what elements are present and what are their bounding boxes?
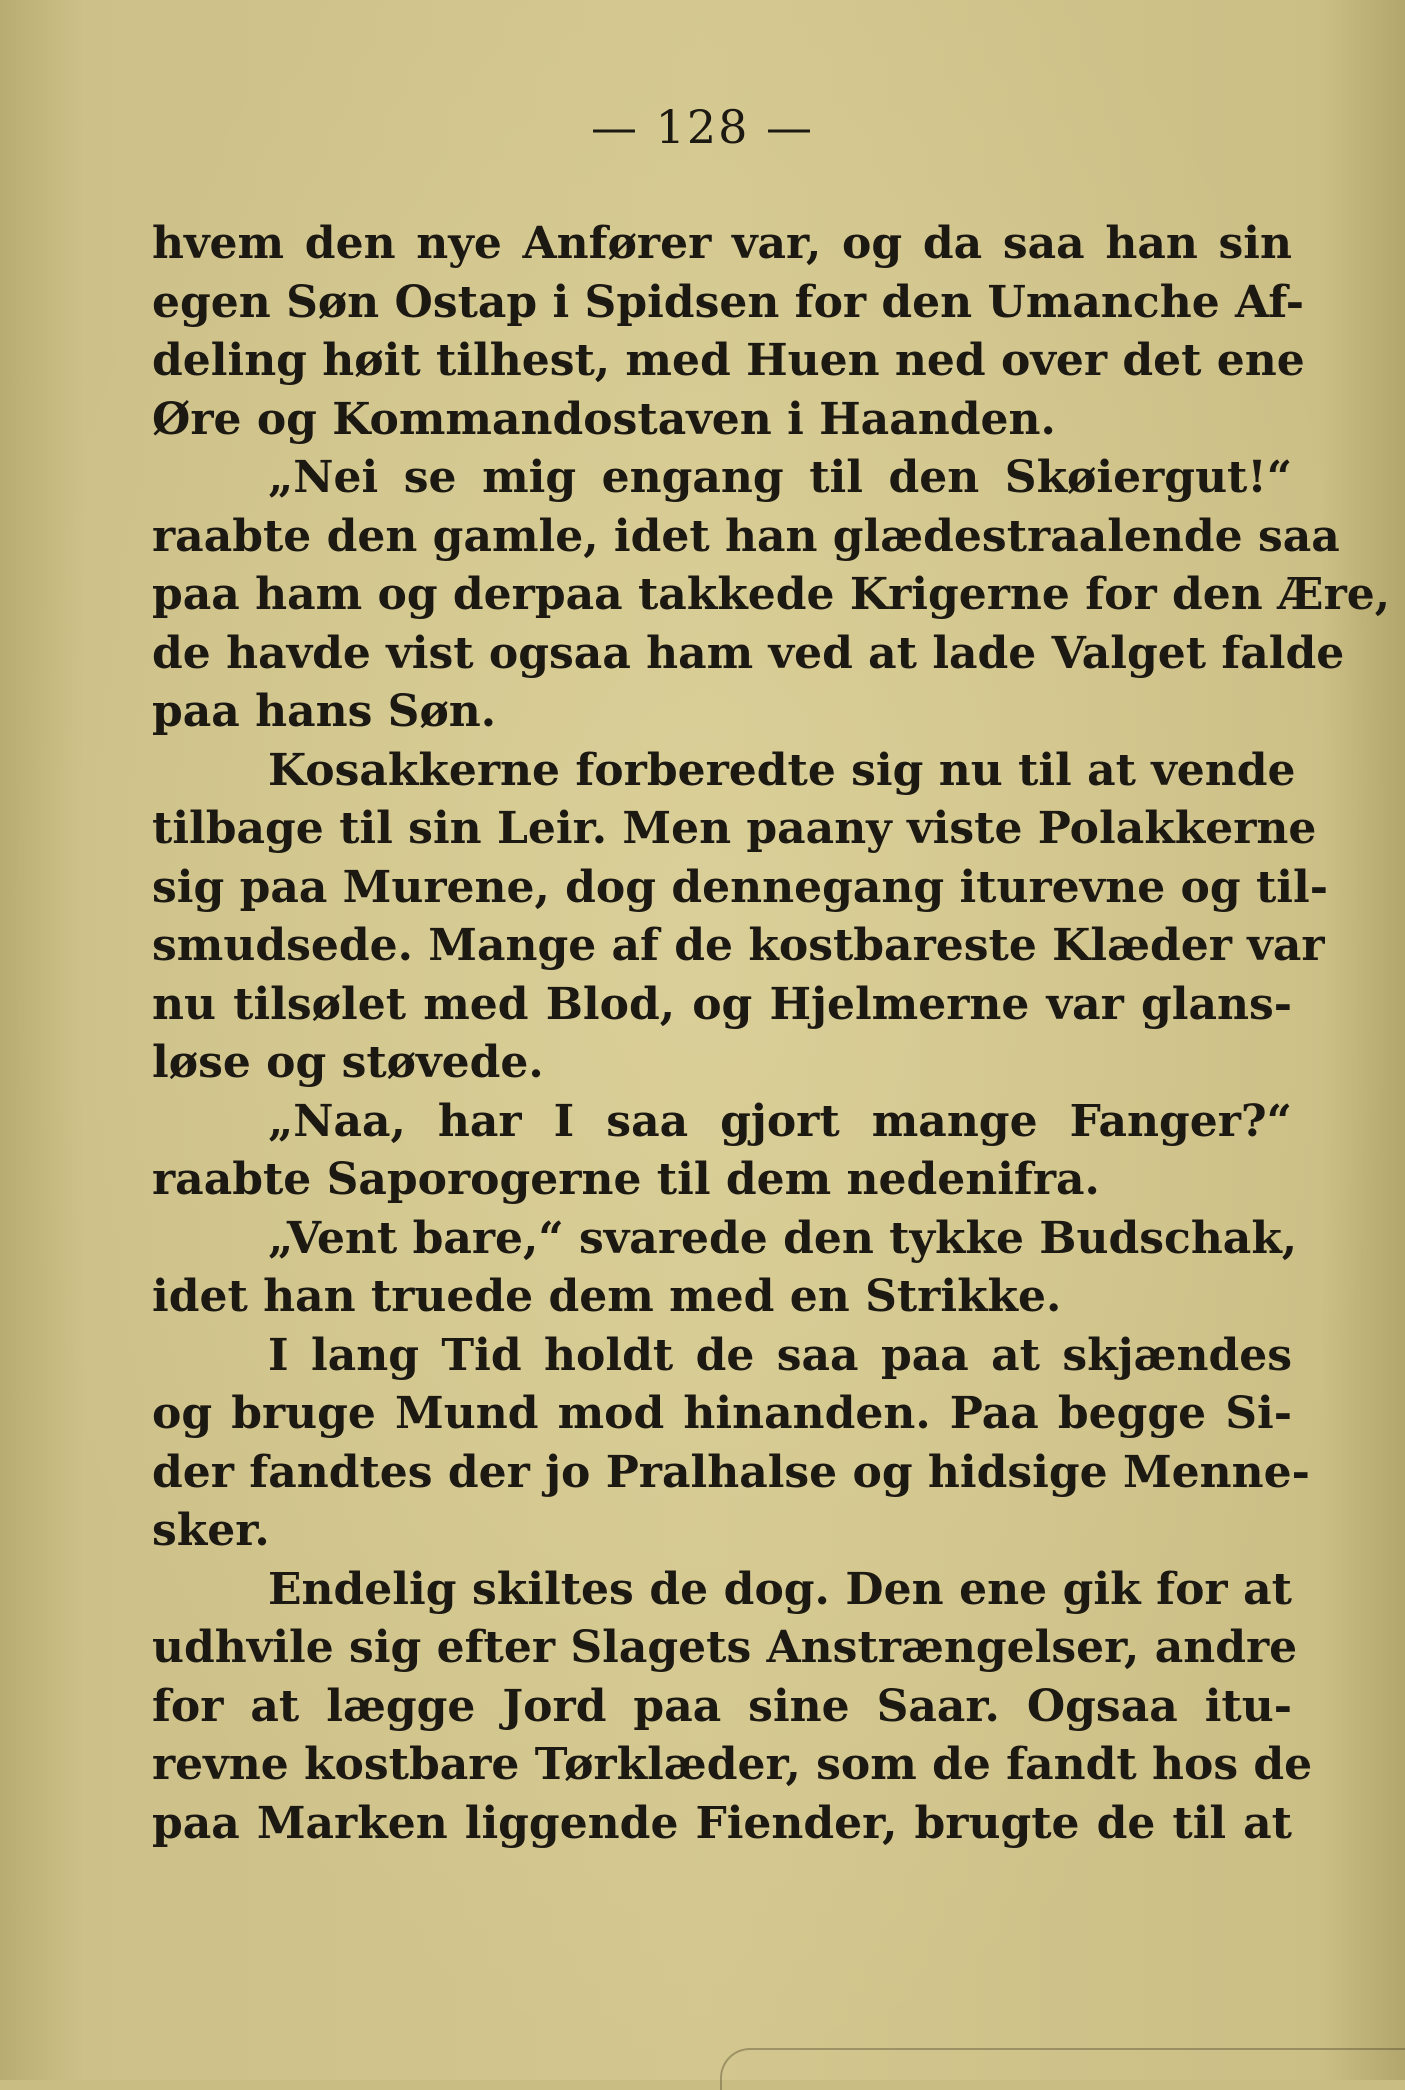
text-line: sig paa Murene, dog dennegang iturevne og til- [152,861,1328,913]
text-line: Øre og Kommandostaven i Haanden. [152,393,1056,445]
text-line: raabte den gamle, idet han glædestraalende saa [152,510,1340,562]
text-line: og bruge Mund mod hinanden. Paa begge Si- [152,1388,1292,1439]
body-text [152,215,1391,1853]
text-line: idet han truede dem med en Strikke. [152,1271,1062,1322]
text-line: for at lægge Jord paa sine Saar. Ogsaa itu- [152,1680,1292,1732]
text-line: udhvile sig efter Slagets Anstrængelser, andre [152,1622,1298,1673]
text-line: sker. [152,1505,270,1556]
text-line: „Vent bare,“ svarede den tykke Budschak, [268,1212,1298,1264]
text-line: nu tilsølet med Blod, og Hjelmerne var glans- [152,978,1292,1030]
page-edge-shadow [720,2048,1405,2090]
text-line: hvem den nye Anfører var, og da saa han sin [152,218,1292,269]
text-line: paa Marken liggende Fiender, brugte de til at [152,1797,1292,1849]
text-line: deling høit tilhest, med Huen ned over det ene [152,335,1305,386]
text-line: der fandtes der jo Pralhalse og hidsige Menne- [152,1446,1310,1498]
text-line: „Nei se mig engang til den Skøiergut!“ [268,452,1292,503]
text-line: løse og støvede. [152,1037,544,1088]
text-line: „Naa, har I saa gjort mange Fanger?“ [268,1095,1292,1147]
text-line: smudsede. Mange af de kostbareste Klæder var [152,920,1325,971]
text-line: I lang Tid holdt de saa paa at skjændes [268,1329,1292,1381]
text-line: tilbage til sin Leir. Men paany viste Polakkerne [152,803,1317,854]
text-line: Endelig skiltes de dog. Den ene gik for at [268,1563,1292,1615]
text-line: revne kostbare Tørklæder, som de fandt hos de [152,1739,1313,1790]
text-line: paa ham og derpaa takkede Krigerne for den Ære, [152,569,1391,620]
text-line: Kosakkerne forberedte sig nu til at vende [268,744,1296,796]
page-number: — 128 — [590,100,815,154]
text-line: raabte Saporogerne til dem nedenifra. [152,1154,1100,1205]
text-line: egen Søn Ostap i Spidsen for den Umanche Af- [152,276,1304,328]
text-line: paa hans Søn. [152,686,497,737]
text-line: de havde vist ogsaa ham ved at lade Valget falde [152,627,1345,679]
